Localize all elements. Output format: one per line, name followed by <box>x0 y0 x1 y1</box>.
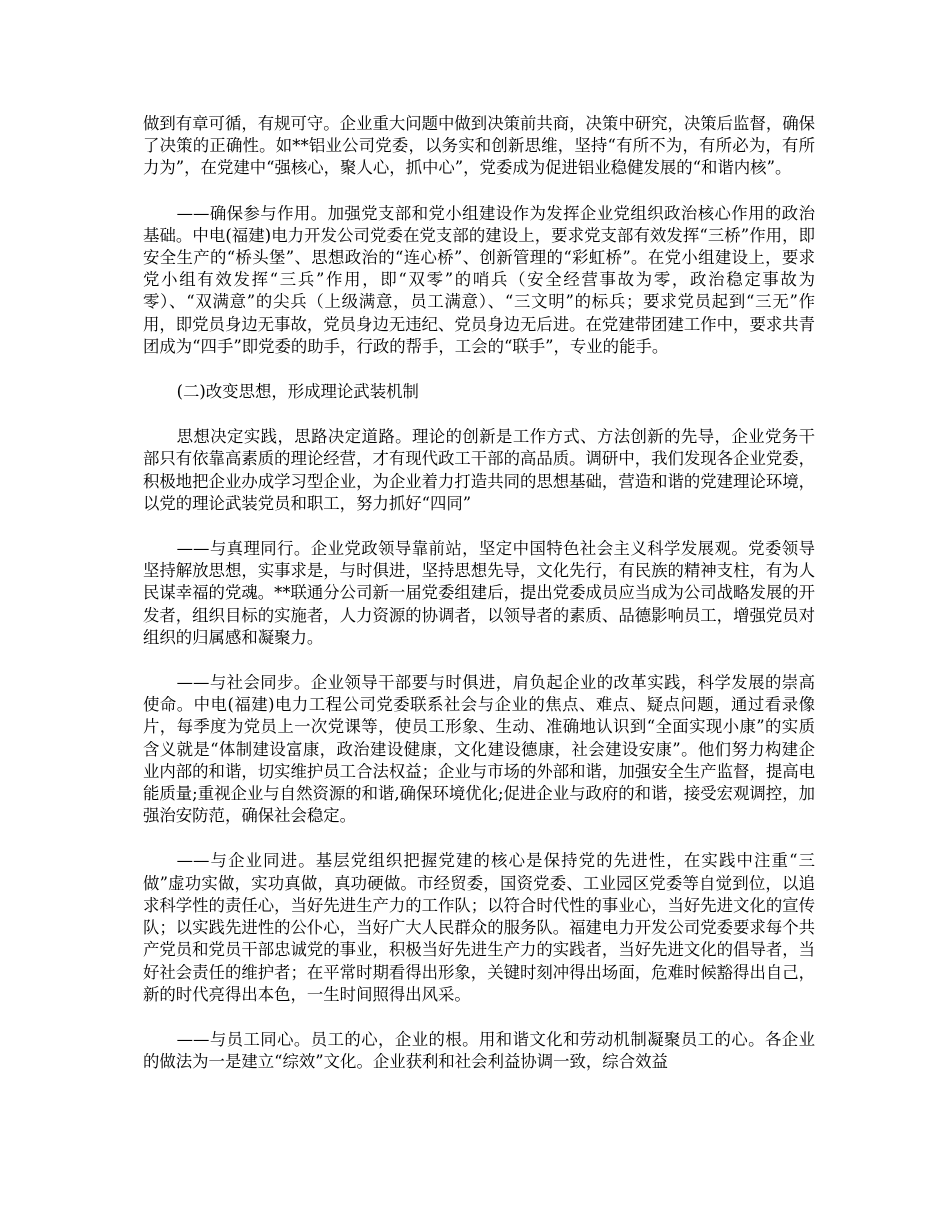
paragraph-with-truth: ——与真理同行。企业党政领导靠前站，坚定中国特色社会主义科学发展观。党委领导坚持解放思想，实事求是，与时俱进，坚持思想先导，文化先行，有民族的精神支柱，有为人民谋幸福的党魂。**联通分公司新一届党委组建后，提出党委成员应当成为公司战略发展的开发者，组织目标的实施者，人力资源的协调者，以领导者的素质、品德影响员工，增强党员对组织的归属感和凝聚力。 <box>143 539 816 647</box>
section-heading-theory-mechanism: (二)改变思想，形成理论武装机制 <box>176 382 419 402</box>
paragraph-decision-making: 做到有章可循，有规可守。企业重大问题中做到决策前共商，决策中研究，决策后监督，确保了决策的正确性。如**铝业公司党委，以务实和创新思维，坚持“有所不为，有所必为，有所力为”，在党建中“强核心，聚人心，抓中心”，党委成为促进铝业稳健发展的“和谐内核”。 <box>143 114 816 178</box>
paragraph-with-enterprise: ——与企业同进。基层党组织把握党建的核心是保持党的先进性，在实践中注重“三做”虚功实做，实功真做，真功硬做。市经贸委，国资党委、工业园区党委等自觉到位，以追求科学性的责任心，当好先进生产力的工作队；以符合时代性的事业心，当好先进文化的宣传队；以实践先进性的公仆心，当好广大人民群众的服务队。福建电力开发公司党委要求每个共产党员和党员干部忠诚党的事业，积极当好先进生产力的实践者，当好先进文化的倡导者，当好社会责任的维护者；在平常时期看得出形象，关键时刻冲得出场面，危难时候豁得出自己，新的时代亮得出本色，一生时间照得出风采。 <box>143 851 816 1004</box>
paragraph-with-society: ——与社会同步。企业领导干部要与时俱进，肩负起企业的改革实践，科学发展的崇高使命。中电(福建)电力工程公司党委联系社会与企业的焦点、难点、疑点问题，通过看录像片，每季度为党员上一次党课等，使员工形象、生动、准确地认识到“全面实现小康”的实质含义就是“体制建设富康，政治建设健康，文化建设德康，社会建设安康”。他们努力构建企业内部的和谐，切实维护员工合法权益；企业与市场的外部和谐，加强安全生产监督，提高电能质量;重视企业与自然资源的和谐,确保环境优化;促进企业与政府的和谐，接受宏观调控，加强治安防范，确保社会稳定。 <box>143 673 816 826</box>
document-body <box>143 113 815 1096</box>
paragraph-with-employees: ——与员工同心。员工的心，企业的根。用和谐文化和劳动机制凝聚员工的心。各企业的做法为一是建立“综效”文化。企业获利和社会利益协调一致，综合效益 <box>143 1029 815 1072</box>
paragraph-ensure-participation: ——确保参与作用。加强党支部和党小组建设作为发挥企业党组织政治核心作用的政治基础。中电(福建)电力开发公司党委在党支部的建设上，要求党支部有效发挥“三桥”作用，即安全生产的“桥头堡”、思想政治的“连心桥”、创新管理的“彩虹桥”。在党小组建设上，要求党小组有效发挥“三兵”作用，即“双零”的哨兵（安全经营事故为零，政治稳定事故为零）、“双满意”的尖兵（上级满意，员工满意）、“三文明”的标兵；要求党员起到“三无”作用，即党员身边无事故，党员身边无违纪、党员身边无后进。在党建带团建工作中，要求共青团成为“四手”即党委的助手，行政的帮手，工会的“联手”，专业的能手。 <box>143 203 816 356</box>
paragraph-thought-decides-practice: 思想决定实践，思路决定道路。理论的创新是工作方式、方法创新的先导，企业党务干部只有依靠高素质的理论经营，才有现代政工干部的高品质。调研中，我们发现各企业党委，积极地把企业办成学习型企业，为企业着力打造共同的思想基础，营造和谐的党建理论环境，以党的理论武装党员和职工，努力抓好“四同” <box>143 427 816 513</box>
